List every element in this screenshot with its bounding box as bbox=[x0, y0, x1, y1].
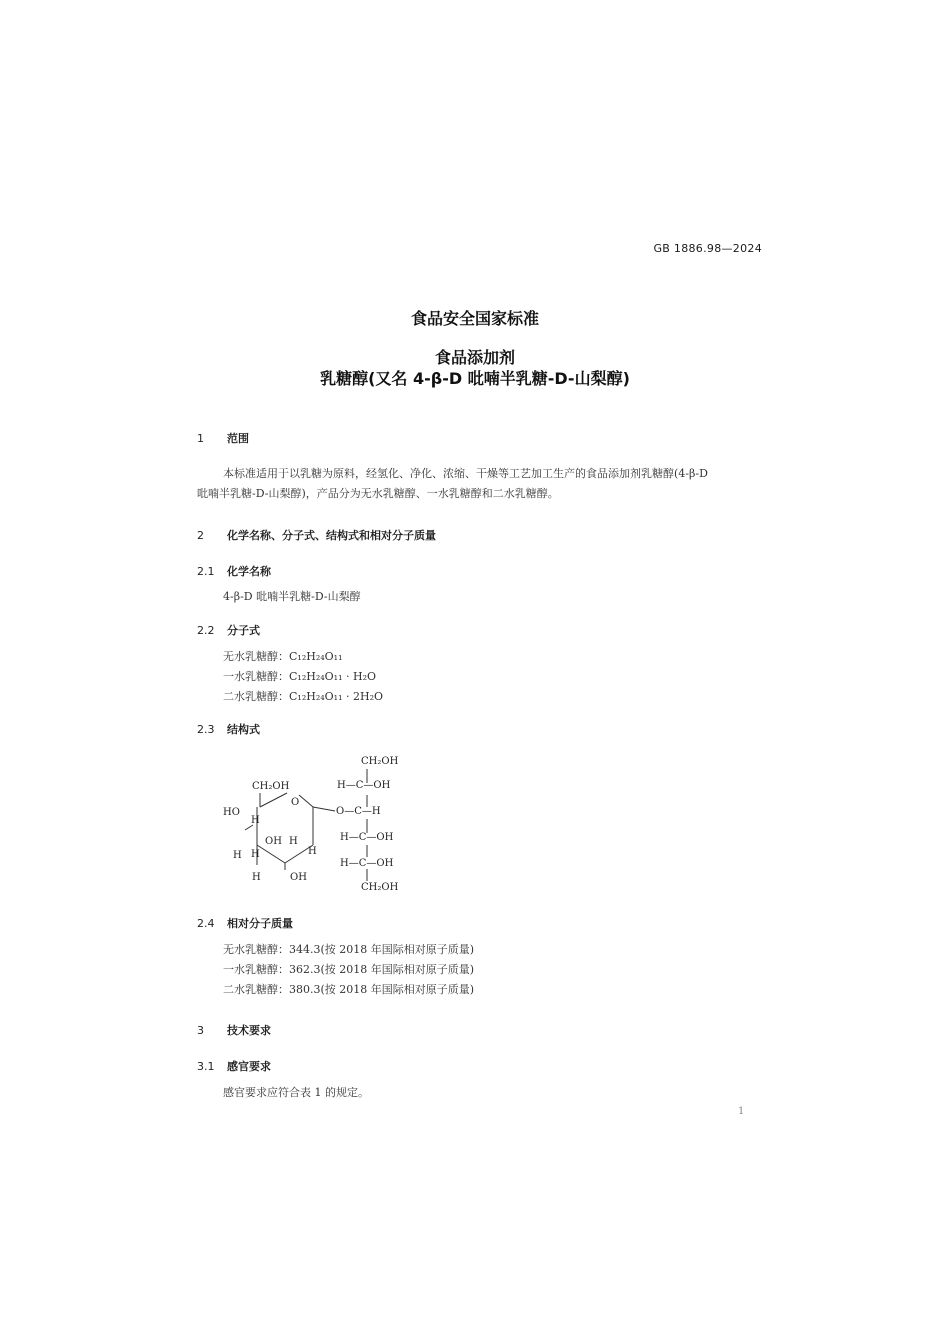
section-number: 1 bbox=[197, 432, 204, 445]
section-title: 相对分子质量 bbox=[227, 917, 293, 930]
section-title: 化学名称、分子式、结构式和相对分子质量 bbox=[227, 529, 436, 542]
scope-paragraph-line1: 本标准适用于以乳糖为原料，经氢化、净化、浓缩、干燥等工艺加工生产的食品添加剂乳糖醇(4-β-D bbox=[223, 467, 708, 480]
chain-row-3: H—C—OH bbox=[340, 832, 394, 843]
section-number: 2.1 bbox=[197, 565, 215, 578]
ring-h-2: H bbox=[251, 849, 260, 860]
section-number: 2.2 bbox=[197, 624, 215, 637]
ring-h-1: H bbox=[251, 815, 260, 826]
ring-oh-1: OH bbox=[265, 836, 282, 847]
scope-paragraph-line2: 吡喃半乳糖-D-山梨醇)，产品分为无水乳糖醇、一水乳糖醇和二水乳糖醇。 bbox=[197, 487, 559, 500]
mass-monohydrate: 一水乳糖醇：362.3(按 2018 年国际相对原子质量) bbox=[223, 963, 475, 976]
chain-row-1: H—C—OH bbox=[337, 780, 391, 791]
ring-oh-2: OH bbox=[290, 872, 307, 883]
section-title: 范围 bbox=[227, 432, 249, 445]
page-number: 1 bbox=[738, 1106, 745, 1117]
section-title: 分子式 bbox=[227, 624, 260, 637]
structural-formula bbox=[215, 745, 415, 900]
ring-ch2oh: CH₂OH bbox=[252, 781, 290, 792]
section-2-1-heading bbox=[197, 563, 271, 579]
section-number: 2.4 bbox=[197, 917, 215, 930]
glycosidic-link: O—C—H bbox=[336, 806, 381, 817]
section-2-2-heading bbox=[197, 622, 260, 638]
chemical-name: 4-β-D 吡喃半乳糖-D-山梨醇 bbox=[223, 590, 361, 603]
ring-h-4: H bbox=[308, 846, 317, 857]
ring-h-5: H bbox=[233, 850, 242, 861]
chain-ch2oh-bottom: CH₂OH bbox=[361, 882, 399, 893]
formula-dihydrate: 二水乳糖醇：C₁₂H₂₄O₁₁ · 2H₂O bbox=[223, 690, 383, 703]
section-2-4-heading bbox=[197, 915, 293, 931]
ring-ho: HO bbox=[223, 807, 240, 818]
section-2-3-heading bbox=[197, 721, 260, 737]
section-title: 技术要求 bbox=[227, 1024, 271, 1037]
section-number: 3 bbox=[197, 1024, 204, 1037]
section-title: 化学名称 bbox=[227, 565, 271, 578]
section-1-heading bbox=[197, 430, 249, 446]
mass-dihydrate: 二水乳糖醇：380.3(按 2018 年国际相对原子质量) bbox=[223, 983, 475, 996]
doc-title-main: 食品安全国家标准 bbox=[410, 309, 539, 328]
section-3-heading bbox=[197, 1022, 271, 1038]
sensory-requirement: 感官要求应符合表 1 的规定。 bbox=[223, 1086, 369, 1099]
ring-h-3: H bbox=[289, 836, 298, 847]
standard-number: GB 1886.98—2024 bbox=[653, 242, 762, 255]
section-title: 结构式 bbox=[227, 723, 260, 736]
chain-ch2oh-top: CH₂OH bbox=[361, 756, 399, 767]
formula-monohydrate: 一水乳糖醇：C₁₂H₂₄O₁₁ · H₂O bbox=[223, 670, 376, 683]
ring-oxygen: O bbox=[291, 797, 300, 808]
doc-title-product: 乳糖醇(又名 4-β-D 吡喃半乳糖-D-山梨醇) bbox=[320, 369, 630, 388]
mass-anhydrous: 无水乳糖醇：344.3(按 2018 年国际相对原子质量) bbox=[223, 943, 475, 956]
chain-row-4: H—C—OH bbox=[340, 858, 394, 869]
formula-anhydrous: 无水乳糖醇：C₁₂H₂₄O₁₁ bbox=[223, 650, 343, 663]
section-title: 感官要求 bbox=[227, 1060, 271, 1073]
section-number: 2.3 bbox=[197, 723, 215, 736]
section-number: 2 bbox=[197, 529, 204, 542]
ring-h-6: H bbox=[252, 872, 261, 883]
section-2-heading bbox=[197, 527, 436, 543]
section-number: 3.1 bbox=[197, 1060, 215, 1073]
doc-title-sub: 食品添加剂 bbox=[434, 348, 515, 367]
section-3-1-heading bbox=[197, 1058, 271, 1074]
